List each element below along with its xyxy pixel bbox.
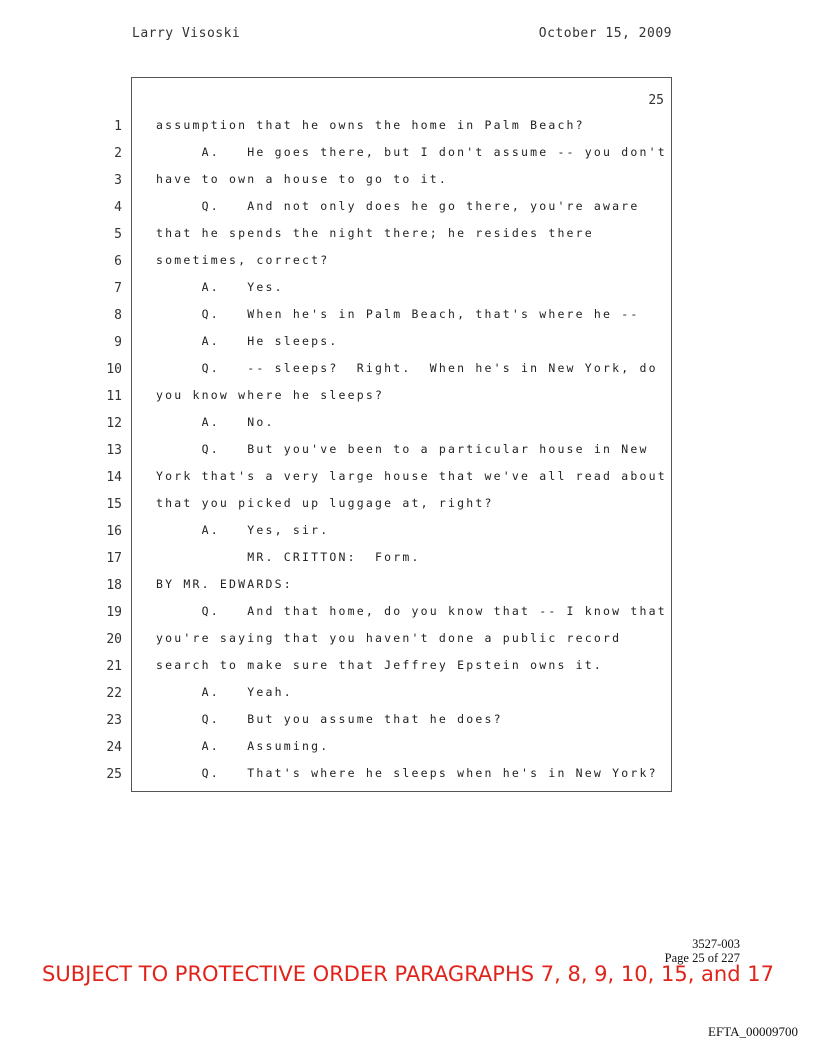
transcript-line: Q. -- sleeps? Right. When he's in New York, do: [156, 361, 658, 375]
transcript-line: have to own a house to go to it.: [156, 172, 448, 186]
line-number: 19: [106, 605, 122, 620]
line-number: 16: [106, 524, 122, 539]
line-number: 21: [106, 659, 122, 674]
line-number: 20: [106, 632, 122, 647]
transcript-line: A. Yeah.: [156, 685, 293, 699]
transcript-line: Q. But you've been to a particular house in New: [156, 442, 649, 456]
transcript-line: you're saying that you haven't done a public record: [156, 631, 622, 645]
transcript-line: A. Assuming.: [156, 739, 330, 753]
deposition-date: October 15, 2009: [538, 26, 672, 41]
transcript-line: A. No.: [156, 415, 275, 429]
line-number: 11: [106, 389, 122, 404]
line-number: 9: [114, 335, 122, 350]
line-number: 18: [106, 578, 122, 593]
line-number: 23: [106, 713, 122, 728]
line-number: 13: [106, 443, 122, 458]
line-number: 17: [106, 551, 122, 566]
transcript-line: York that's a very large house that we've all read about: [156, 469, 667, 483]
line-number: 7: [114, 281, 122, 296]
witness-name: Larry Visoski: [132, 26, 241, 41]
line-number: 25: [106, 767, 122, 782]
transcript-line: Q. When he's in Palm Beach, that's where he --: [156, 307, 640, 321]
protective-order-notice: SUBJECT TO PROTECTIVE ORDER PARAGRAPHS 7, 8, 9, 10, 15, and 17: [42, 962, 774, 986]
transcript-page-number: 25: [648, 93, 664, 108]
transcript-line: search to make sure that Jeffrey Epstein owns it.: [156, 658, 604, 672]
transcript-line: you know where he sleeps?: [156, 388, 385, 402]
line-number: 5: [114, 227, 122, 242]
transcript-line: Q. But you assume that he does?: [156, 712, 503, 726]
transcript-line: that you picked up luggage at, right?: [156, 496, 494, 510]
transcript-line: BY MR. EDWARDS:: [156, 577, 293, 591]
transcript-line: A. Yes.: [156, 280, 284, 294]
line-number: 8: [114, 308, 122, 323]
case-number: 3527-003: [692, 937, 740, 951]
page-reference: [665, 937, 740, 965]
transcript-line: A. He sleeps.: [156, 334, 339, 348]
bates-number: EFTA_00009700: [708, 1024, 798, 1039]
transcript-line: Q. That's where he sleeps when he's in New York?: [156, 766, 658, 780]
line-number: 1: [114, 119, 122, 134]
transcript-line: that he spends the night there; he resides there: [156, 226, 594, 240]
transcript-line: assumption that he owns the home in Palm Beach?: [156, 118, 585, 132]
line-number: 2: [114, 146, 122, 161]
line-number: 15: [106, 497, 122, 512]
line-number: 14: [106, 470, 122, 485]
transcript-line: A. He goes there, but I don't assume -- you don't: [156, 145, 667, 159]
line-number: 22: [106, 686, 122, 701]
line-number: 4: [114, 200, 122, 215]
line-number: 24: [106, 740, 122, 755]
page-of: Page 25 of 227: [664, 951, 740, 965]
transcript-line: Q. And not only does he go there, you're aware: [156, 199, 640, 213]
transcript-line: MR. CRITTON: Form.: [156, 550, 421, 564]
line-number: 10: [106, 362, 122, 377]
transcript-line: sometimes, correct?: [156, 253, 330, 267]
line-number: 6: [114, 254, 122, 269]
transcript-line: Q. And that home, do you know that -- I know that: [156, 604, 667, 618]
line-number: 3: [114, 173, 122, 188]
line-number: 12: [106, 416, 122, 431]
transcript-line: A. Yes, sir.: [156, 523, 330, 537]
